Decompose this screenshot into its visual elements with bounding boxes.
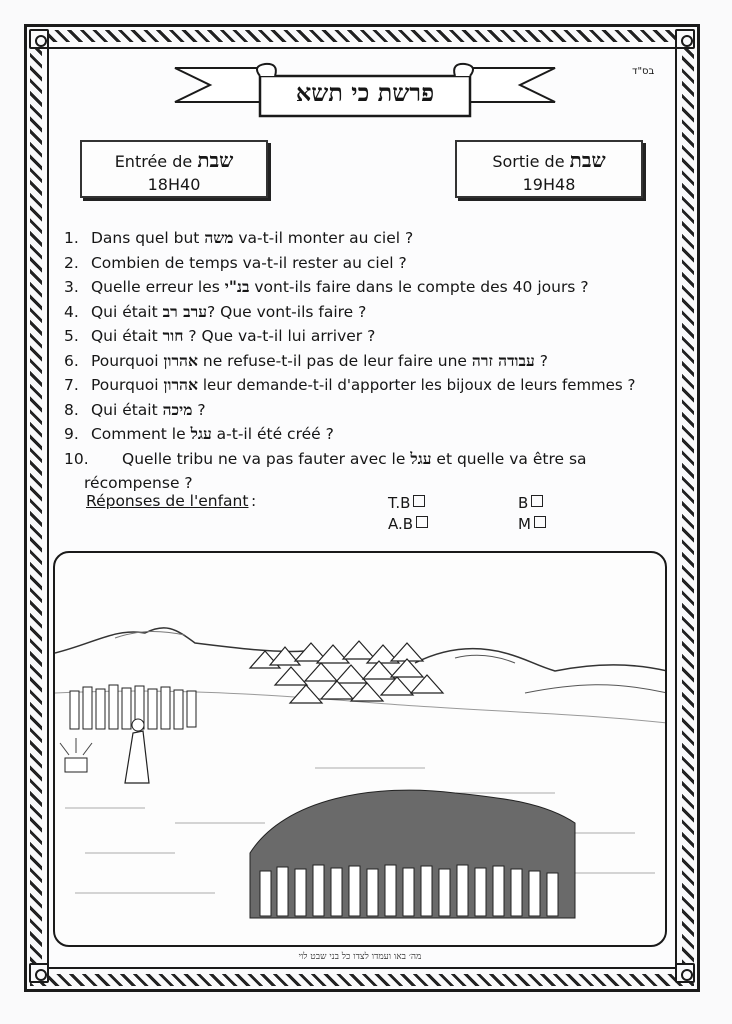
checkbox[interactable] (531, 495, 543, 507)
shabbat-exit-box (455, 140, 643, 198)
question-list (64, 226, 674, 496)
question-8: 8. Qui était מיכה ? (64, 399, 206, 419)
question-7: 7. Pourquoi אהרון leur demande-t-il d'apporter les bijoux de leurs femmes ? (64, 375, 636, 394)
answers-label: Réponses de l'enfant (86, 492, 249, 510)
question-2: 2. Combien de temps va-t-il rester au ciel ? (64, 253, 407, 272)
question-10: 10. Quelle tribu ne va pas fauter avec le עגל et quelle va être sa récompense ? (64, 448, 587, 492)
illustration-frame (53, 551, 667, 947)
option-tb[interactable]: T.B (388, 494, 425, 512)
desert-camp-illustration (55, 553, 667, 947)
entry-time: 18H40 (147, 175, 201, 194)
checkbox[interactable] (534, 516, 546, 528)
checkbox[interactable] (413, 495, 425, 507)
shabbat-entry-box (80, 140, 268, 198)
option-b[interactable]: B (518, 494, 543, 512)
question-1: 1. Dans quel but משה va-t-il monter au ciel ? (64, 228, 414, 247)
corner-ornament (29, 29, 49, 49)
entry-label: Entrée de (114, 152, 193, 171)
question-5: 5. Qui était חור ? Que va-t-il lui arriver ? (64, 326, 376, 345)
corner-ornament (675, 963, 695, 983)
question-6: 6. Pourquoi אהרון ne refuse-t-il pas de leur faire une עבודה זרה ? (64, 350, 548, 370)
exit-time: 19H48 (522, 175, 576, 194)
title-banner (170, 60, 560, 122)
entry-shabbat-hebrew: שבת (197, 148, 234, 172)
illustration-caption: מה׳ באו ועמדו לצדו כל בני שבט לוי (298, 952, 422, 962)
exit-label: Sortie de (492, 152, 565, 171)
parasha-title: פרשת כי תשא (295, 78, 435, 107)
corner-ornament (29, 963, 49, 983)
answers-colon: : (251, 492, 257, 510)
question-4: 4. Qui était ערב רב? Que vont-ils faire ? (64, 301, 367, 321)
option-m[interactable]: M (518, 515, 546, 533)
checkbox[interactable] (416, 516, 428, 528)
option-ab[interactable]: A.B (388, 515, 428, 533)
exit-shabbat-hebrew: שבת (569, 148, 606, 172)
corner-ornament (675, 29, 695, 49)
bsd-mark: בס"ד (632, 66, 655, 77)
question-9: 9. Comment le עגל a-t-il été créé ? (64, 424, 334, 443)
question-3: 3. Quelle erreur les בנ"י vont-ils faire dans le compte des 40 jours ? (64, 277, 589, 296)
